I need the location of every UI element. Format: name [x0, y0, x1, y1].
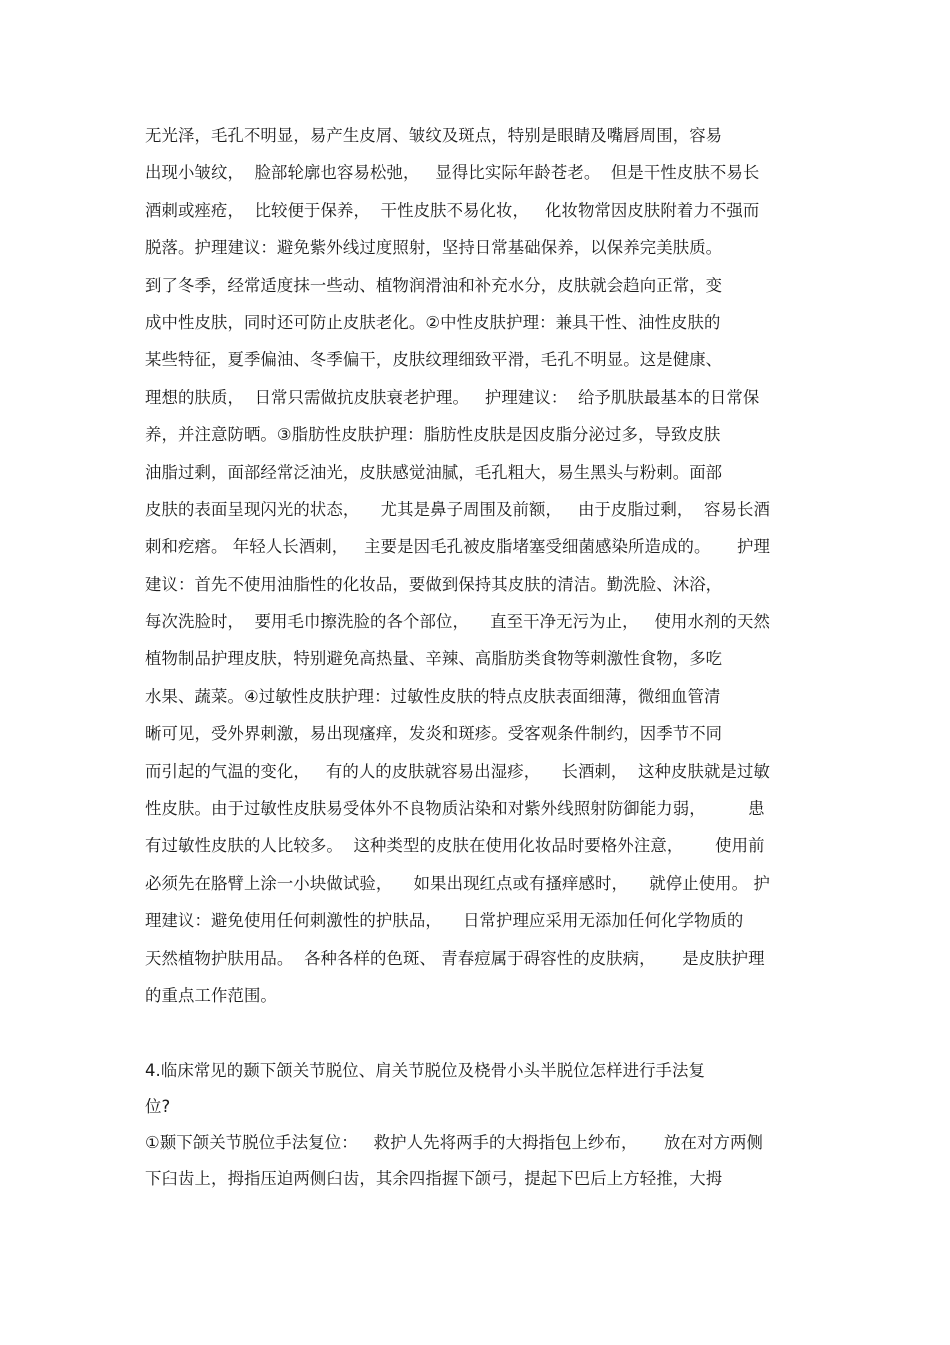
text-line: 天然植物护肤用品。 各种各样的色斑、 青春痘属于碍容性的皮肤病， 是皮肤护理	[145, 948, 765, 968]
text-line: 脱落。护理建议：避免紫外线过度照射，坚持日常基础保养，以保养完美肤质。	[145, 238, 723, 258]
text-line: 下臼齿上，拇指压迫两侧臼齿，其余四指握下颌弓，提起下巴后上方轻推，大拇	[145, 1169, 723, 1188]
text-line: 必须先在胳臂上涂一小块做试验， 如果出现红点或有搔痒感时， 就停止使用。 护	[145, 873, 770, 893]
text-line: 水果、蔬菜。④过敏性皮肤护理：过敏性皮肤的特点皮肤表面细薄，微细血管清	[145, 686, 721, 706]
text-line: 刺和疙瘩。 年轻人长酒刺， 主要是因毛孔被皮脂堵塞受细菌感染所造成的。 护理	[145, 537, 770, 557]
text-line: 出现小皱纹， 脸部轮廓也容易松弛， 显得比实际年龄苍老。 但是干性皮肤不易长	[145, 163, 760, 183]
text-line: 皮肤的表面呈现闪光的状态， 尤其是鼻子周围及前额， 由于皮脂过剩， 容易长酒	[145, 499, 770, 519]
text-line: 油脂过剩，面部经常泛油光，皮肤感觉油腻，毛孔粗大，易生黑头与粉刺。面部	[145, 462, 723, 482]
text-line: 理建议：避免使用任何刺激性的护肤品， 日常护理应采用无添加任何化学物质的	[145, 911, 744, 931]
text-line: 性皮肤。由于过敏性皮肤易受体外不良物质沾染和对紫外线照射防御能力弱， 患	[145, 799, 765, 819]
text-line: 每次洗脸时， 要用毛巾擦洗脸的各个部位， 直至干净无污为止， 使用水剂的天然	[145, 612, 770, 632]
text-line: 晰可见，受外界刺激，易出现瘙痒，发炎和斑疹。受客观条件制约，因季节不同	[145, 724, 723, 744]
text-line: 4.临床常见的颞下颌关节脱位、肩关节脱位及桡骨小头半脱位怎样进行手法复	[145, 1061, 706, 1080]
text-line: 养，并注意防晒。③脂肪性皮肤护理：脂肪性皮肤是因皮脂分泌过多，导致皮肤	[145, 425, 721, 445]
text-line: 建议：首先不使用油脂性的化妆品，要做到保持其皮肤的清洁。勤洗脸、沐浴，	[145, 574, 723, 594]
text-line: 酒刺或痤疮， 比较便于保养， 干性皮肤不易化妆， 化妆物常因皮肤附着力不强而	[145, 200, 760, 220]
body-paragraph-dislocation	[145, 1058, 810, 1202]
text-line: 无光泽，毛孔不明显，易产生皮屑、皱纹及斑点，特别是眼睛及嘴唇周围，容易	[145, 126, 723, 145]
text-line: 而引起的气温的变化， 有的人的皮肤就容易出湿疹， 长酒刺， 这种皮肤就是过敏	[145, 761, 770, 781]
body-paragraph-skin-care	[145, 123, 810, 1020]
text-line: 的重点工作范围。	[145, 985, 277, 1005]
text-line: 理想的肤质， 日常只需做抗皮肤衰老护理。 护理建议： 给予肌肤最基本的日常保	[145, 387, 760, 407]
text-line: 植物制品护理皮肤，特别避免高热量、辛辣、高脂肪类食物等刺激性食物，多吃	[145, 649, 723, 669]
text-line: 成中性皮肤，同时还可防止皮肤老化。②中性皮肤护理：兼具干性、油性皮肤的	[145, 312, 721, 332]
text-line: 某些特征，夏季偏油、冬季偏干，皮肤纹理细致平滑，毛孔不明显。这是健康、	[145, 350, 723, 370]
text-line: 到了冬季，经常适度抹一些动、植物润滑油和补充水分，皮肤就会趋向正常，变	[145, 275, 723, 295]
text-line: 有过敏性皮肤的人比较多。 这种类型的皮肤在使用化妆品时要格外注意， 使用前	[145, 836, 765, 856]
text-line: ①颞下颌关节脱位手法复位： 救护人先将两手的大拇指包上纱布， 放在对方两侧	[145, 1133, 763, 1152]
text-line: 位?	[145, 1097, 171, 1116]
